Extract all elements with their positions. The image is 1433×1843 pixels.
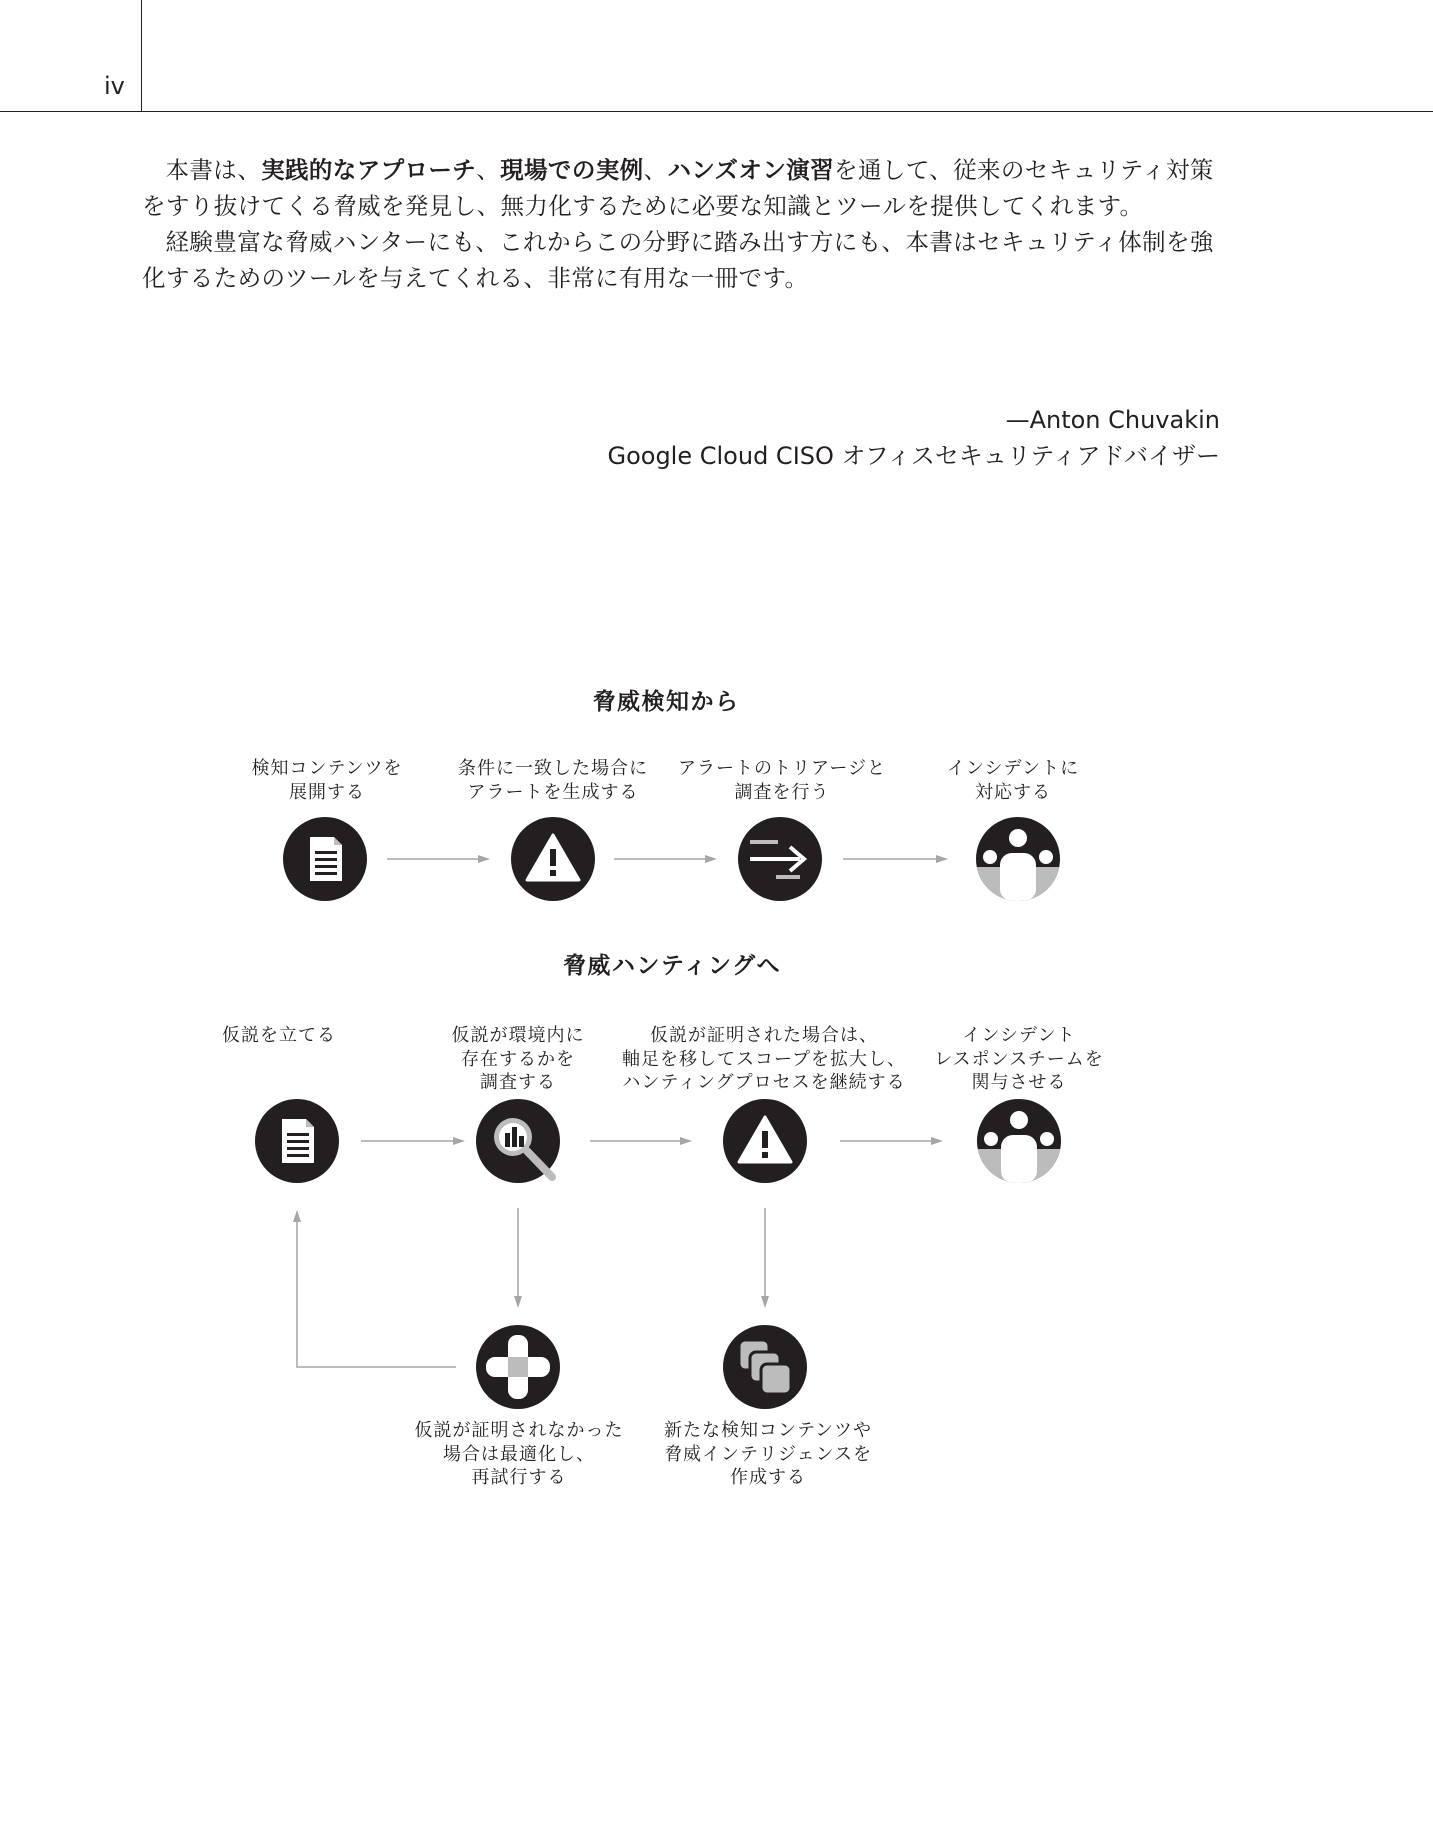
paragraph-1: 本書は、実践的なアプローチ、現場での実例、ハンズオン演習を通して、従来のセキュリティ対策をすり抜けてくる脅威を発見し、無力化するために必要な知識とツールを提供してくれます。 [142,156,1214,220]
bottom-step-label: インシデント レスポンスチームを 関与させる [934,1025,1104,1093]
attribution-role: Google Cloud CISO オフィスセキュリティアドバイザー [607,442,1220,470]
bottom-step-label: 仮説が証明された場合は、 軸足を移してスコープを拡大し、 ハンティングプロセスを継続する [621,1025,907,1093]
emphasis: 現場での実例 [500,156,644,184]
diagram-title-hunting: 脅威ハンティングへ [562,953,782,979]
top-step-label: 検知コンテンツを 展開する [251,758,403,803]
emphasis: ハンズオン演習 [667,156,835,184]
bottom-step-label: 仮説が環境内に 存在するかを 調査する [451,1025,585,1093]
page-number: iv [104,72,125,100]
diagram-title-detection: 脅威検知から [592,689,740,715]
top-step-label: アラートのトリアージと 調査を行う [677,758,887,803]
top-step-label: インシデントに 対応する [946,758,1080,803]
emphasis: 実践的なアプローチ [261,156,477,184]
bottom-step-label: 仮説を立てる [222,1025,336,1046]
attribution-name: —Anton Chuvakin [1005,406,1220,434]
branch-step-label: 仮説が証明されなかった 場合は最適化し、 再試行する [414,1420,624,1488]
paragraph-2: 経験豊富な脅威ハンターにも、これからこの分野に踏み出す方にも、本書はセキュリティ体制を強化するためのツールを与えてくれる、非常に有用な一冊です。 [142,228,1214,292]
branch-step-label: 新たな検知コンテンツや 脅威インテリジェンスを 作成する [663,1420,873,1488]
top-step-label: 条件に一致した場合に アラートを生成する [458,758,648,803]
